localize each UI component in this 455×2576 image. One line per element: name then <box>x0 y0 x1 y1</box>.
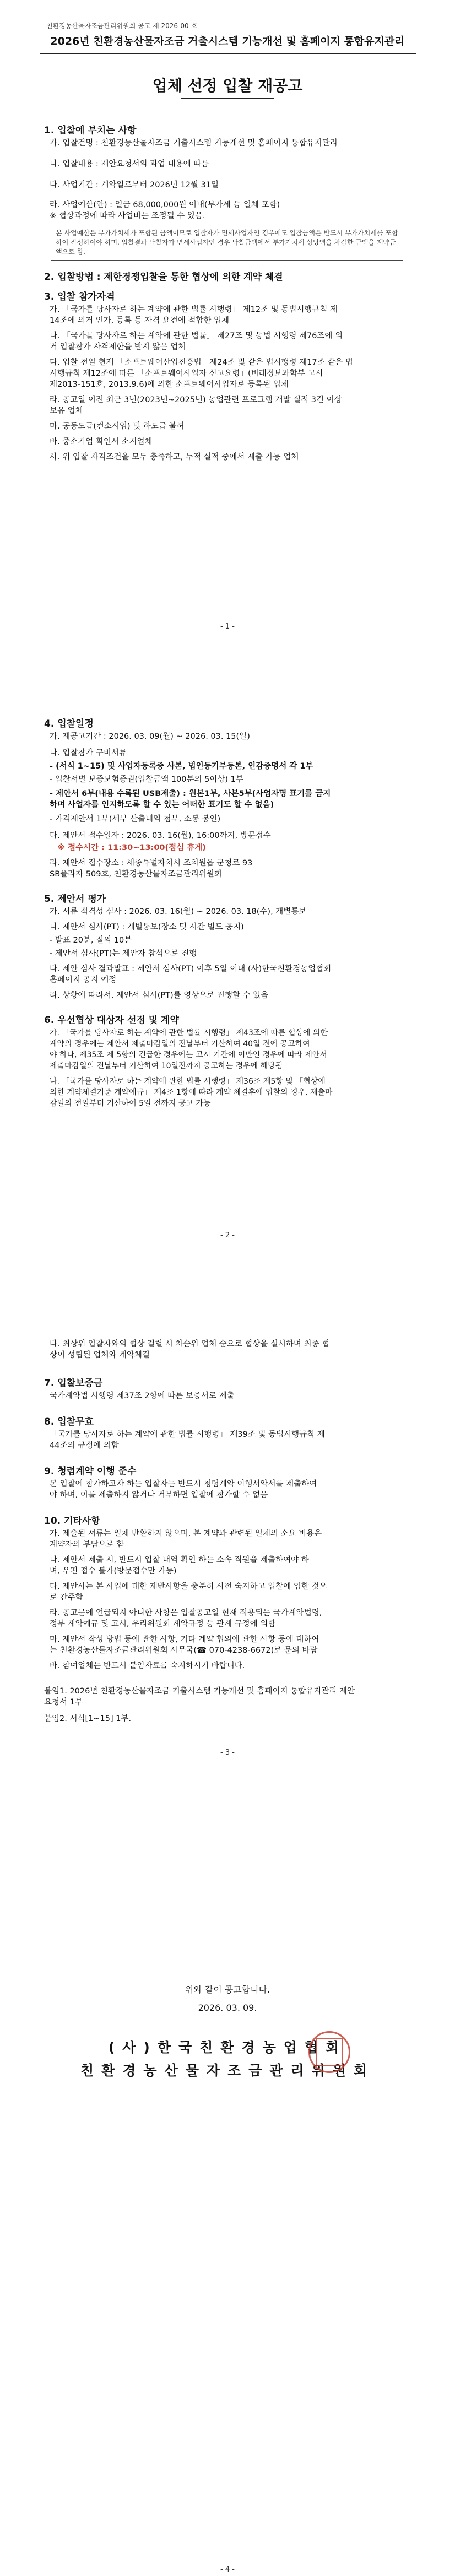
s1-item: 라. 사업예산(안) : 일금 68,000,000원 이내(부가세 등 일체 포함) <box>50 201 280 209</box>
s3-item: 시행규칙 제12조에 따른 「소프트웨어사업자 신고요령」(비래정보과학부 고시 <box>50 369 323 378</box>
section-10-heading: 10. 기타사항 <box>44 1516 100 1527</box>
s6-item: 의한 계약체결기준 계약예규」 제4조 1항에 따라 계약 체결후에 입찰의 경우, 제출마 <box>50 1088 333 1097</box>
s4-item: 라. 제안서 접수장소 : 세종특별자치시 조치원읍 군청로 93 <box>50 859 253 868</box>
s3-item: 거 입찰참가 자격제한을 받지 않은 업체 <box>50 343 186 351</box>
s1-item: 가. 입찰건명 : 친환경농산물자조금 거출시스템 기능개선 및 홈페이지 통합유지관리 <box>50 139 338 148</box>
s3-item: 나. 「국가를 당사자로 하는 계약에 관한 법률」 제27조 및 동법 시행령 제76조에 의 <box>50 332 343 340</box>
s10-item: 가. 제출된 서류는 일체 반환하지 않으며, 본 계약과 관련된 일체의 소요 비용은 <box>50 1529 322 1538</box>
subtitle-underline <box>181 98 274 99</box>
page-1 <box>0 0 455 644</box>
attachment-item: 붙임2. 서식[1~15] 1부. <box>44 1714 132 1723</box>
s10-item: 라. 공고문에 언급되지 아니한 사항은 입찰공고일 현재 적용되는 국가계약법령, <box>50 1609 322 1617</box>
page-3 <box>0 1288 455 1932</box>
issuer-name-1: (사)한국친환경농업협회 <box>108 2039 347 2055</box>
issuer-name-2: 친환경농산물자조금관리위원회 <box>80 2063 375 2079</box>
s10-item: 계약자의 부담으로 함 <box>50 1540 124 1549</box>
s4-item: SB플라자 509호, 친환경농산물자조금관리위원회 <box>50 870 222 879</box>
title-divider <box>40 53 416 54</box>
s3-item: 다. 입찰 전일 현재 「소프트웨어산업진흥법」제24조 및 같은 법시행령 제17조 같은 법 <box>50 358 353 367</box>
section-5-heading: 5. 제안서 평가 <box>44 894 106 905</box>
section-3-heading: 3. 입찰 참가자격 <box>44 291 115 302</box>
s10-item: 로 간주함 <box>50 1593 83 1602</box>
s6-item: 상이 성립된 업체와 계약체결 <box>50 1351 150 1360</box>
page-2 <box>0 644 455 1288</box>
page-number: - 3 - <box>220 1749 235 1757</box>
s3-item: 제2013-151호, 2013.9.6)에 의한 소프트웨어사업자로 등록된 업체 <box>50 380 289 389</box>
s1-item: 다. 사업기간 : 계약일로부터 2026년 12월 31일 <box>50 181 219 190</box>
notice-date: 2026. 03. 09. <box>198 2003 257 2013</box>
s5-item: 다. 제안 심사 결과발표 : 제안서 심사(PT) 이후 5일 이내 (사)한국친환경농업협회 <box>50 965 332 973</box>
s4-item: 가. 재공고기간 : 2026. 03. 09(월) ~ 2026. 03. 15(일) <box>50 732 250 741</box>
reception-time-notice: ※ 접수시간 : 11:30~13:00(점심 휴게) <box>57 843 206 852</box>
s6-item: 제출마감일의 전날부터 기산하여 10일전까지 공고하는 경우에 해당됨 <box>50 1062 283 1070</box>
section-8-heading: 8. 입찰무효 <box>44 1416 94 1427</box>
s3-item: 마. 공동도급(컨소시엄) 및 하도급 불허 <box>50 422 185 431</box>
s3-item: 바. 중소기업 확인서 소지업체 <box>50 437 153 446</box>
s10-item: 나. 제안서 제출 시, 반드시 입찰 내역 확인 하는 소속 직원을 제출하여야 하 <box>50 1556 309 1565</box>
s10-item: 바. 참여업체는 반드시 붙임자료를 숙지하시기 바랍니다. <box>50 1662 245 1670</box>
s6-item: 계약의 경우에는 제안서 제출마감일의 전날부터 기산하여 40일 전에 공고하여 <box>50 1040 310 1048</box>
s8-item: 「국가를 당사자로 하는 계약에 관한 법률 시행령」 제39조 및 동법시행규칙 제 <box>50 1430 325 1439</box>
s10-item: 정부 계약예규 및 고시, 우리위원회 계약규정 등 관계 규정에 의함 <box>50 1620 276 1628</box>
section-9-heading: 9. 청렴계약 이행 준수 <box>44 1466 137 1477</box>
notice-number: 친환경농산물자조금관리위원회 공고 제 2026-00 호 <box>46 22 198 30</box>
attachment-item: 요청서 1부 <box>44 1698 83 1707</box>
s4-item: - 가격제안서 1부(세부 산출내역 첨부, 소봉 봉인) <box>50 815 221 824</box>
s7-item: 국가계약법 시행령 제37조 2항에 따른 보증서로 제출 <box>50 1392 235 1400</box>
s4-item: 하며 사업자를 인지하도록 할 수 있는 어떠한 표기도 할 수 없음) <box>50 800 274 809</box>
s3-item: 라. 공고일 이전 최근 3년(2023년~2025년) 농업관련 프로그램 개발 실적 3건 이상 <box>50 396 342 404</box>
section-4-heading: 4. 입찰일정 <box>44 718 94 729</box>
s6-item: 감일의 전일부터 기산하여 5일 전까지 공고 가능 <box>50 1099 211 1108</box>
section-7-heading: 7. 입찰보증금 <box>44 1378 103 1389</box>
document-title: 2026년 친환경농산물자조금 거출시스템 기능개선 및 홈페이지 통합유지관리 <box>50 35 405 47</box>
s6-item: 나. 「국가를 당사자로 하는 계약에 관한 법률 시행령」 제36조 제5항 및 「협상에 <box>50 1077 326 1086</box>
closing-notice: 위와 같이 공고합니다. <box>185 1984 270 1995</box>
s1-item: 나. 입찰내용 : 제안요청서의 과업 내용에 따름 <box>50 160 209 169</box>
s9-item: 야 하며, 이를 제출하지 않거나 거부하면 입찰에 참가할 수 없음 <box>50 1491 268 1500</box>
s4-item: - 입찰서별 보증보험증권(입찰금액 100분의 5이상) 1부 <box>50 775 243 784</box>
s5-item: 가. 서류 적격성 심사 : 2026. 03. 16(월) ~ 2026. 03. 18(수), 개별통보 <box>50 907 307 916</box>
s5-item: - 제안서 심사(PT)는 제안자 참석으로 진행 <box>50 949 197 958</box>
s3-item: 사. 위 입찰 자격조건을 모두 충족하고, 누적 실적 중에서 제출 가능 업체 <box>50 453 299 462</box>
s3-item: 가. 「국가를 당사자로 하는 계약에 관한 법률 시행령」 제12조 및 동법시행규칙 제 <box>50 305 338 314</box>
s10-item: 는 친환경농산물자조금관리위원회 사무국(☎ 070-4238-6672)로 문의 바람 <box>50 1646 318 1655</box>
section-2-heading: 2. 입찰방법 : 제한경쟁입찰을 통한 협상에 의한 계약 체결 <box>44 272 283 283</box>
s4-item: - (서식 1~15) 및 사업자등록증 사본, 법인등기부등본, 인감증명서 각 1부 <box>50 762 313 771</box>
s1-note: ※ 협상과정에 따라 사업비는 조정될 수 있음. <box>50 212 205 220</box>
s5-item: 라. 상황에 따라서, 제안서 심사(PT)를 영상으로 진행할 수 있음 <box>50 991 269 1000</box>
s5-item: 나. 제안서 심사(PT) : 개별통보(장소 및 시간 별도 공지) <box>50 923 244 932</box>
s6-item: 가. 「국가를 당사자로 하는 계약에 관한 법률 시행령」 제43조에 따른 협상에 의한 <box>50 1029 328 1037</box>
s10-item: 며, 우편 접수 불가(방문접수만 가능) <box>50 1567 177 1576</box>
section-1-heading: 1. 입찰에 부치는 사항 <box>44 125 137 136</box>
s6-item: 야 하나, 제35조 제 5항의 긴급한 경우에는 고시 기간에 이만인 경우에 따라 제안서 <box>50 1051 327 1059</box>
s4-item: - 제안서 6부(내용 수록된 USB제출) : 원본1부, 사본5부(사업자명 표기를 금지 <box>50 789 331 798</box>
page-number: - 1 - <box>220 623 235 631</box>
official-seal <box>308 2031 350 2073</box>
s9-item: 본 입찰에 참가하고자 하는 입찰자는 반드시 청렴계약 이행서약서를 제출하여 <box>50 1480 317 1489</box>
attachment-item: 붙임1. 2026년 친환경농산물자조금 거출시스템 기능개선 및 홈페이지 통합유지관리 제안 <box>44 1687 355 1696</box>
section-6-heading: 6. 우선협상 대상자 선정 및 계약 <box>44 1015 179 1026</box>
s3-item: 14조에 의거 인가, 등록 등 자격 요건에 적합한 업체 <box>50 316 230 325</box>
s10-item: 다. 제안사는 본 사업에 대한 제반사항을 충분히 사전 숙지하고 입찰에 임한 것으 <box>50 1582 327 1591</box>
s6-item: 다. 최상위 입찰자와의 협상 결렬 시 차순위 업체 순으로 협상을 실시하며 최종 협 <box>50 1340 330 1349</box>
s4-item: 나. 입찰참가 구비서류 <box>50 749 127 757</box>
s8-item: 44조의 규정에 의함 <box>50 1441 119 1450</box>
s5-item: - 발표 20분, 질의 10분 <box>50 936 132 945</box>
s4-item: 다. 제안서 접수일자 : 2026. 03. 16(월), 16:00까지, 방문접수 <box>50 831 271 840</box>
s3-item: 보유 업체 <box>50 407 83 415</box>
page-number: - 2 - <box>220 1231 235 1240</box>
s10-item: 마. 제안서 작성 방법 등에 관한 사항, 기타 계약 협의에 관한 사항 등에 대하여 <box>50 1635 319 1644</box>
page-number: - 4 - <box>220 2566 235 2574</box>
page-4 <box>0 1932 455 2576</box>
vat-notice-box: 본 사업예산은 부가가치세가 포함된 금액이므로 입찰자가 면세사업자인 경우에도 입찰금액은 반드시 부가가치세를 포함하여 작성하여야 하며, 입찰결과 낙찰자가 면세사업자인 경우 낙찰금액에서 부가가치세 상당액을 차감한 금액을 계약금액으로 함. <box>51 225 403 261</box>
document-subtitle: 업체 선정 입찰 재공고 <box>152 77 303 95</box>
s5-item: 홈페이지 공지 예정 <box>50 976 117 984</box>
